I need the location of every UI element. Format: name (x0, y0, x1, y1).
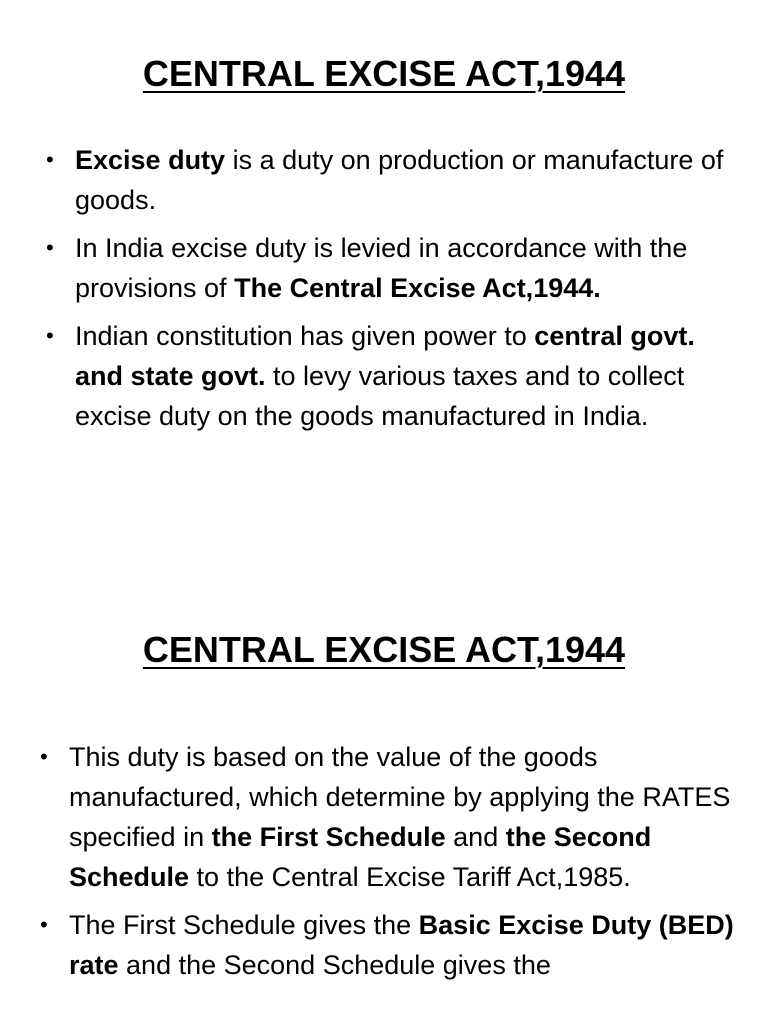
bullet-text: to levy various taxes and to collect excise duty on the goods manufactured in India. (75, 361, 685, 431)
slide-2 (0, 580, 768, 1024)
bullet-text: In India excise duty is levied in accordance with the provisions of (75, 233, 688, 303)
bullet-bold-text: the First Schedule (211, 822, 446, 852)
bullet-item (40, 905, 760, 985)
bullet-icon: • (40, 744, 48, 769)
bullet-text: is a duty on production or manufacture of goods. (75, 145, 724, 215)
slide-title: CENTRAL EXCISE ACT,1944 (142, 53, 626, 94)
bullet-bold-text: Excise duty (75, 145, 226, 175)
bullet-icon: • (46, 147, 54, 172)
bullet-text: and (445, 822, 506, 852)
bullet-text: to the Central Excise Tariff Act,1985. (189, 862, 631, 892)
bullet-text: Indian constitution has given power to (75, 321, 535, 351)
bullet-item (46, 228, 746, 308)
bullet-list (40, 737, 760, 993)
bullet-text: The First Schedule gives the (69, 910, 419, 940)
bullet-bold-text: Basic Excise Duty (BED) rate (69, 910, 734, 980)
bullet-item (46, 316, 746, 436)
bullet-bold-text: The Central Excise Act,1944. (234, 273, 601, 303)
bullet-item (40, 737, 760, 897)
bullet-icon: • (46, 235, 54, 260)
bullet-text: and the Second Schedule gives the (118, 950, 551, 980)
bullet-icon: • (46, 323, 54, 348)
bullet-bold-text: the Second Schedule (69, 822, 652, 892)
bullet-item (46, 140, 746, 220)
bullet-text: This duty is based on the value of the goods manufactured, which determine by applying the RATES specified in (69, 742, 731, 852)
slide-title: CENTRAL EXCISE ACT,1944 (142, 629, 626, 670)
bullet-list (46, 140, 746, 444)
bullet-icon: • (40, 912, 48, 937)
bullet-bold-text: central govt. and state govt. (75, 321, 695, 391)
